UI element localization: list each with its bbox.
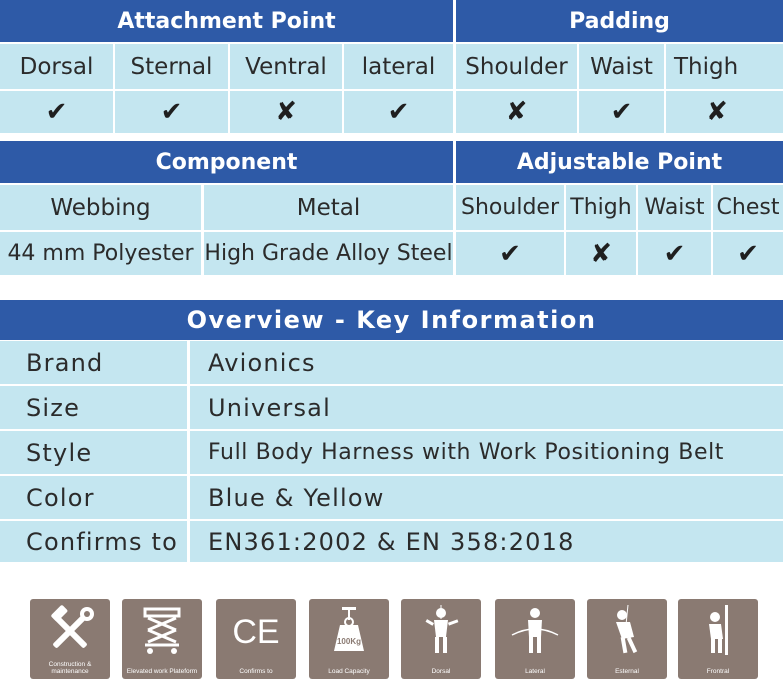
dorsal-icon-tile bbox=[401, 599, 481, 679]
padding-label-waist: Waist bbox=[579, 44, 664, 89]
icon-caption: Confirms to bbox=[239, 668, 273, 675]
overview-label-confirms: Confirms to bbox=[0, 521, 187, 562]
sternal-icon bbox=[600, 605, 654, 657]
overview-header: Overview - Key Information bbox=[0, 300, 783, 340]
attachment-label-dorsal: Dorsal bbox=[0, 44, 113, 89]
adjustable-mark-shoulder: ✔ bbox=[456, 232, 564, 275]
attachment-mark-sternal: ✔ bbox=[115, 91, 228, 133]
component-value-webbing: 44 mm Polyester bbox=[0, 232, 201, 275]
adjustable-mark-thigh: ✘ bbox=[566, 232, 636, 275]
overview-label-brand: Brand bbox=[0, 341, 187, 384]
overview-value-style: Full Body Harness with Work Positioning Belt bbox=[190, 431, 783, 474]
padding-header: Padding bbox=[456, 0, 783, 42]
overview-value-color: Blue & Yellow bbox=[190, 476, 783, 519]
dorsal-icon bbox=[414, 605, 468, 657]
construction-icon-tile bbox=[30, 599, 110, 679]
component-label-webbing: Webbing bbox=[0, 185, 201, 230]
component-header: Component bbox=[0, 141, 453, 183]
construction-icon bbox=[43, 605, 97, 657]
padding-mark-thigh: ✘ bbox=[666, 91, 783, 133]
padding-label-thigh: Thigh bbox=[666, 44, 783, 89]
overview-value-size: Universal bbox=[190, 386, 783, 429]
ce-mark-icon bbox=[229, 605, 283, 657]
icon-caption: Elevated work Plateform bbox=[126, 668, 198, 675]
icon-caption: Esternal bbox=[615, 668, 639, 675]
attachment-mark-dorsal: ✔ bbox=[0, 91, 113, 133]
attachment-mark-lateral: ✔ bbox=[344, 91, 453, 133]
padding-label-shoulder: Shoulder bbox=[456, 44, 577, 89]
attachment-label-lateral: lateral bbox=[344, 44, 453, 89]
adjustable-label-shoulder: Shoulder bbox=[456, 185, 564, 230]
lateral-icon-tile bbox=[495, 599, 575, 679]
component-value-metal: High Grade Alloy Steel bbox=[204, 232, 453, 275]
load-badge-text: 100Kg bbox=[336, 637, 362, 646]
attachment-point-header: Attachment Point bbox=[0, 0, 453, 42]
icon-caption: Dorsal bbox=[431, 668, 451, 675]
adjustable-label-waist: Waist bbox=[638, 185, 711, 230]
overview-label-color: Color bbox=[0, 476, 187, 519]
adjustable-mark-waist: ✔ bbox=[638, 232, 711, 275]
svg-text:CE: CE bbox=[232, 613, 280, 651]
icon-caption: Lateral bbox=[525, 668, 545, 675]
sternal-icon-tile bbox=[587, 599, 667, 679]
overview-value-confirms: EN361:2002 & EN 358:2018 bbox=[190, 521, 783, 562]
frontal-icon-tile bbox=[678, 599, 758, 679]
adjustable-label-chest: Chest bbox=[713, 185, 783, 230]
adjustable-mark-chest: ✔ bbox=[713, 232, 783, 275]
attachment-mark-ventral: ✘ bbox=[230, 91, 342, 133]
padding-mark-waist: ✔ bbox=[579, 91, 664, 133]
load-capacity-icon-tile bbox=[309, 599, 389, 679]
lateral-icon bbox=[508, 605, 562, 657]
attachment-label-ventral: Ventral bbox=[230, 44, 342, 89]
elevated-platform-icon-tile bbox=[122, 599, 202, 679]
icon-caption: Frontral bbox=[706, 668, 730, 675]
ce-mark-icon-tile bbox=[216, 599, 296, 679]
icon-caption: Construction & maintenance bbox=[48, 661, 92, 675]
overview-label-size: Size bbox=[0, 386, 187, 429]
overview-label-style: Style bbox=[0, 431, 187, 474]
elevated-platform-icon bbox=[135, 605, 189, 657]
adjustable-label-thigh: Thigh bbox=[566, 185, 636, 230]
frontal-icon bbox=[691, 605, 745, 657]
component-label-metal: Metal bbox=[204, 185, 453, 230]
attachment-label-sternal: Sternal bbox=[115, 44, 228, 89]
overview-value-brand: Avionics bbox=[190, 341, 783, 384]
load-capacity-icon bbox=[322, 605, 376, 657]
adjustable-point-header: Adjustable Point bbox=[456, 141, 783, 183]
padding-mark-shoulder: ✘ bbox=[456, 91, 577, 133]
icon-caption: Load Capacity bbox=[328, 668, 370, 675]
